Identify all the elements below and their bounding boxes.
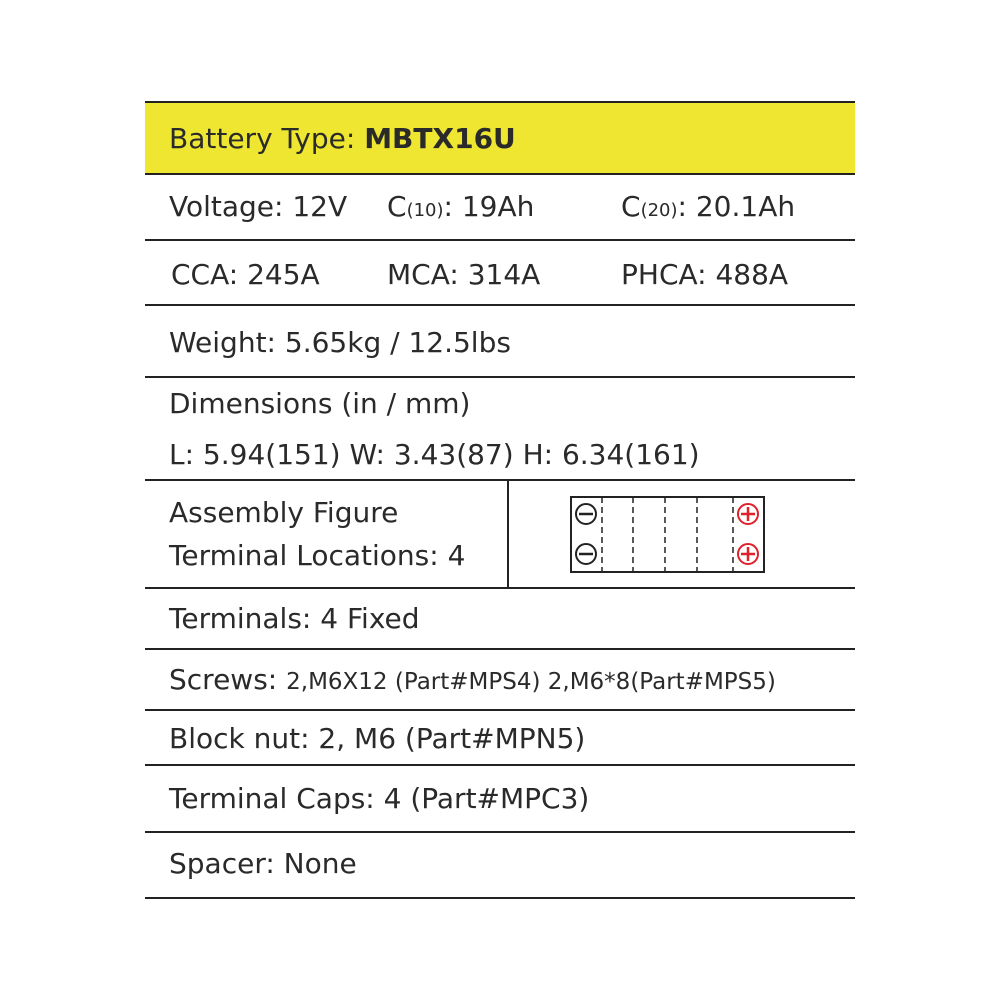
- battery-top-diagram: [570, 496, 766, 574]
- battery-type-value: MBTX16U: [364, 122, 516, 155]
- rule-10: [145, 831, 855, 833]
- rule-6: [145, 587, 855, 589]
- rule-1: [145, 173, 855, 175]
- rule-4: [145, 376, 855, 378]
- voltage-value: Voltage: 12V: [169, 190, 348, 223]
- terminal-locations: Terminal Locations: 4: [169, 539, 466, 572]
- screws-row: [169, 663, 776, 696]
- rule-8: [145, 709, 855, 711]
- rule-3: [145, 304, 855, 306]
- positive-terminal-icon: [738, 544, 758, 564]
- cca-value: CCA: 245A: [171, 258, 320, 291]
- c20-capacity: C(20): 20.1Ah: [621, 190, 796, 223]
- rule-top: [145, 101, 855, 103]
- screws-value: 2,M6X12 (Part#MPS4) 2,M6*8(Part#MPS5): [286, 669, 776, 695]
- rule-bottom: [145, 897, 855, 899]
- negative-terminal-icon: [576, 544, 596, 564]
- weight-value: Weight: 5.65kg / 12.5lbs: [169, 326, 511, 359]
- rule-2: [145, 239, 855, 241]
- phca-value: PHCA: 488A: [621, 258, 789, 291]
- dimensions-title: Dimensions (in / mm): [169, 387, 471, 420]
- c10-capacity: C(10): 19Ah: [387, 190, 535, 223]
- mca-value: MCA: 314A: [387, 258, 541, 291]
- figure-column-divider: [507, 481, 509, 587]
- assembly-figure-label: Assembly Figure: [169, 496, 399, 529]
- screws-label: Screws:: [169, 663, 278, 696]
- battery-type-row: [145, 101, 855, 173]
- rule-9: [145, 764, 855, 766]
- dimensions-values: L: 5.94(151) W: 3.43(87) H: 6.34(161): [169, 438, 700, 471]
- terminals-value: Terminals: 4 Fixed: [169, 602, 420, 635]
- terminal-layout-figure: [570, 496, 766, 578]
- battery-type-label: Battery Type:: [169, 122, 356, 155]
- terminal-caps-value: Terminal Caps: 4 (Part#MPC3): [169, 782, 590, 815]
- positive-terminal-icon: [738, 504, 758, 524]
- spacer-value: Spacer: None: [169, 847, 357, 880]
- rule-5: [145, 479, 855, 481]
- negative-terminal-icon: [576, 504, 596, 524]
- battery-outline: [571, 497, 764, 572]
- rule-7: [145, 648, 855, 650]
- block-nut-value: Block nut: 2, M6 (Part#MPN5): [169, 722, 586, 755]
